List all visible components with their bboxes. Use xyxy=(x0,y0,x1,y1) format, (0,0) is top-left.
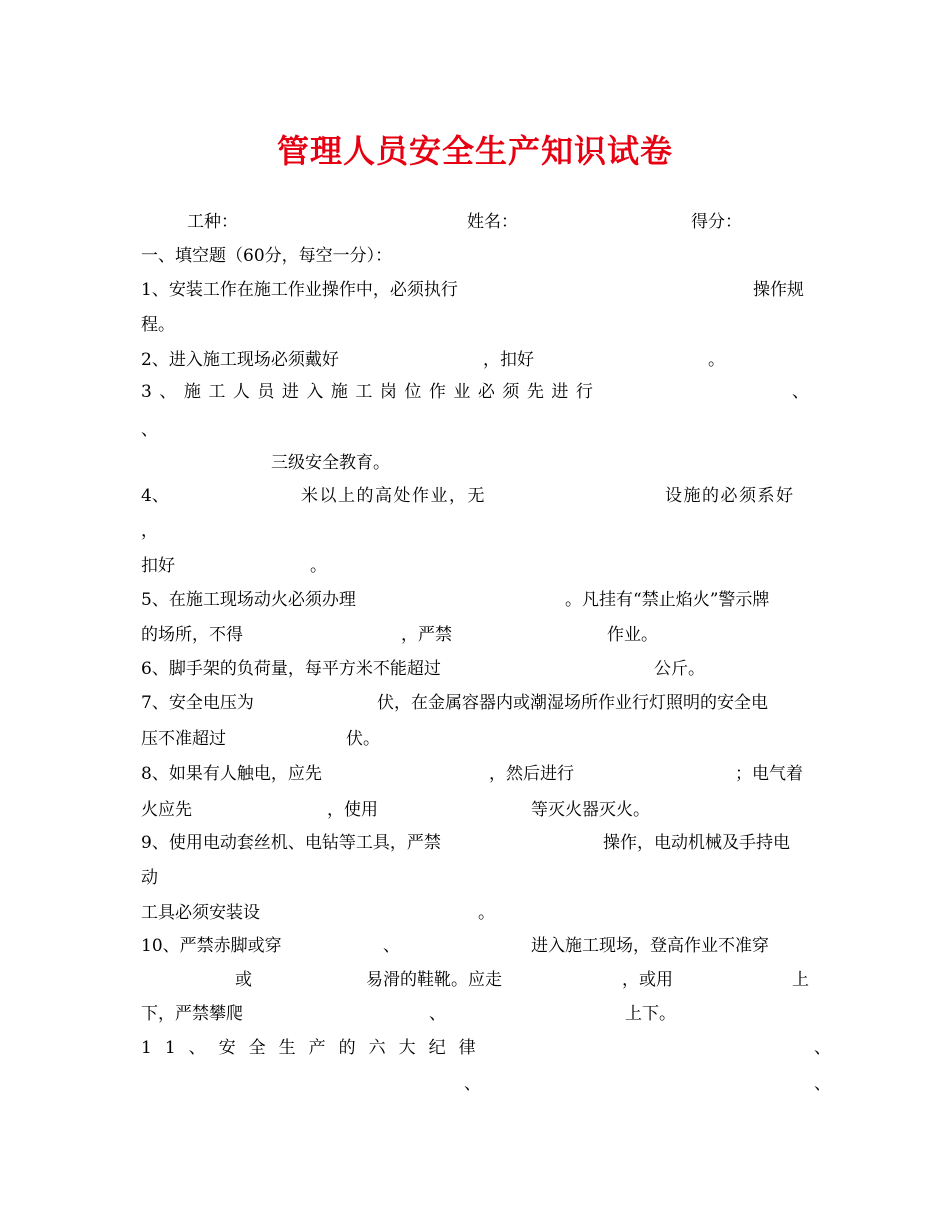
q5-text-end: 。凡挂有“禁止焰火”警示牌 xyxy=(565,590,770,610)
q10-or: 或 xyxy=(235,970,252,990)
q10-text-down: 下，严禁攀爬 xyxy=(141,1004,243,1024)
score-label: 得分： xyxy=(691,212,742,232)
q6-text-end: 公斤。 xyxy=(654,659,705,679)
q5-text-last: 作业。 xyxy=(607,625,658,645)
q8-text-cont: 火应先 xyxy=(141,800,192,820)
q11-text: 11、安全生产的六大纪律 xyxy=(141,1038,489,1058)
q2-text-mid: ，扣好 xyxy=(483,350,534,370)
q7-text-end: 伏，在金属容器内或潮湿场所作业行灯照明的安全电 xyxy=(377,693,768,713)
q5-text-mid: ，严禁 xyxy=(401,625,452,645)
q10-text-use: ，或用 xyxy=(622,970,673,990)
q3-text-end: 三级安全教育。 xyxy=(271,453,390,473)
job-type-label: 工种： xyxy=(187,212,238,232)
q10-sep: 、 xyxy=(383,936,400,956)
q9-text-wrap: 动 xyxy=(141,868,158,888)
q1-text-end: 操作规 xyxy=(753,280,804,300)
q6-text: 6、脚手架的负荷量，每平方米不能超过 xyxy=(141,659,441,679)
q4-text-end: 设施的必须系好 xyxy=(665,486,795,506)
q9-text-cont: 工具必须安装设 xyxy=(141,903,260,923)
q1-text: 1、安装工作在施工作业操作中，必须执行 xyxy=(141,280,458,300)
q11-sep-2: 、 xyxy=(464,1074,481,1094)
q10-text-last: 上下。 xyxy=(625,1004,676,1024)
q3-sep-1: 、 xyxy=(792,382,809,402)
q11-sep-3: 、 xyxy=(814,1074,831,1094)
exam-title: 管理人员安全生产知识试卷 xyxy=(276,132,673,170)
q4-text-cont: 扣好 xyxy=(141,556,175,576)
q10-text-cont: 易滑的鞋靴。应走 xyxy=(366,970,502,990)
section-heading: 一、填空题（60分，每空一分）： xyxy=(141,246,393,266)
q4-comma: ， xyxy=(141,521,158,541)
q5-text-cont: 的场所，不得 xyxy=(141,625,243,645)
q10-text-up: 上 xyxy=(792,970,809,990)
q8-text-mid2: ，使用 xyxy=(327,800,378,820)
q3-text: 3、施工人员进入施工岗位作业必须先进行 xyxy=(141,382,601,402)
q1-text-cont: 程。 xyxy=(141,315,175,335)
q10-text: 10、严禁赤脚或穿 xyxy=(141,936,282,956)
q9-text-end: 操作，电动机械及手持电 xyxy=(603,833,790,853)
q10-sep-2: 、 xyxy=(429,1004,446,1024)
q7-text: 7、安全电压为 xyxy=(141,693,254,713)
q8-text-last: 等灭火器灭火。 xyxy=(531,800,650,820)
q8-text-end: ；电气着 xyxy=(735,764,803,784)
q3-sep-2: 、 xyxy=(141,420,158,440)
q5-text: 5、在施工现场动火必须办理 xyxy=(141,590,356,610)
name-label: 姓名： xyxy=(467,212,518,232)
q11-sep-1: 、 xyxy=(814,1038,831,1058)
q4-number: 4、 xyxy=(141,486,169,506)
q4-period: 。 xyxy=(310,556,327,576)
q8-text-mid: ，然后进行 xyxy=(489,764,574,784)
q7-text-last: 伏。 xyxy=(346,729,380,749)
q10-text-mid: 进入施工现场，登高作业不准穿 xyxy=(531,936,769,956)
q2-text: 2、进入施工现场必须戴好 xyxy=(141,350,339,370)
q4-text: 米以上的高处作业，无 xyxy=(301,486,486,506)
q9-text: 9、使用电动套丝机、电钻等工具，严禁 xyxy=(141,833,441,853)
q2-text-end: 。 xyxy=(708,350,725,370)
q9-period: 。 xyxy=(478,903,495,923)
q7-text-cont: 压不准超过 xyxy=(141,729,226,749)
q8-text: 8、如果有人触电，应先 xyxy=(141,764,322,784)
